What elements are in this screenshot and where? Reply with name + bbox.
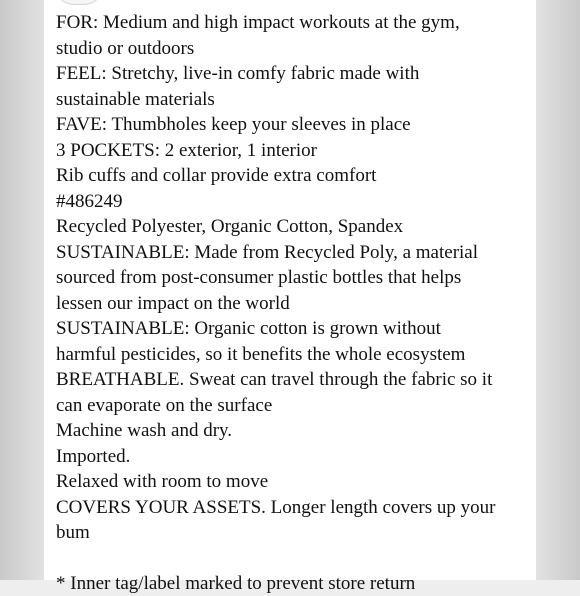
- product-description: [56, 10, 528, 596]
- description-line: COVERS YOUR ASSETS. Longer length covers up your: [56, 495, 528, 521]
- description-line: Machine wash and dry.: [56, 418, 528, 444]
- top-edge-decoration: [52, 0, 106, 5]
- left-blurred-margin: [0, 0, 44, 580]
- description-line: SUSTAINABLE: Organic cotton is grown without: [56, 316, 528, 342]
- description-line: #486249: [56, 189, 528, 215]
- right-blurred-margin: [536, 0, 580, 580]
- description-line: harmful pesticides, so it benefits the whole ecosystem: [56, 342, 528, 368]
- description-line: * Inner tag/label marked to prevent store return: [56, 571, 528, 596]
- description-line: bum: [56, 520, 528, 546]
- description-line: lessen our impact on the world: [56, 291, 528, 317]
- description-line: sourced from post-consumer plastic bottles that helps: [56, 265, 528, 291]
- description-line: studio or outdoors: [56, 36, 528, 62]
- description-line: Recycled Polyester, Organic Cotton, Spandex: [56, 214, 528, 240]
- description-line: Imported.: [56, 444, 528, 470]
- description-line: can evaporate on the surface: [56, 393, 528, 419]
- description-line: SUSTAINABLE: Made from Recycled Poly, a material: [56, 240, 528, 266]
- description-line: FEEL: Stretchy, live-in comfy fabric made with: [56, 61, 528, 87]
- description-line: 3 POCKETS: 2 exterior, 1 interior: [56, 138, 528, 164]
- description-line: sustainable materials: [56, 87, 528, 113]
- description-line: Relaxed with room to move: [56, 469, 528, 495]
- description-line: FAVE: Thumbholes keep your sleeves in place: [56, 112, 528, 138]
- paragraph-gap: [56, 546, 528, 571]
- description-line: BREATHABLE. Sweat can travel through the fabric so it: [56, 367, 528, 393]
- description-line: FOR: Medium and high impact workouts at the gym,: [56, 10, 528, 36]
- description-line: Rib cuffs and collar provide extra comfort: [56, 163, 528, 189]
- description-panel: [44, 0, 536, 580]
